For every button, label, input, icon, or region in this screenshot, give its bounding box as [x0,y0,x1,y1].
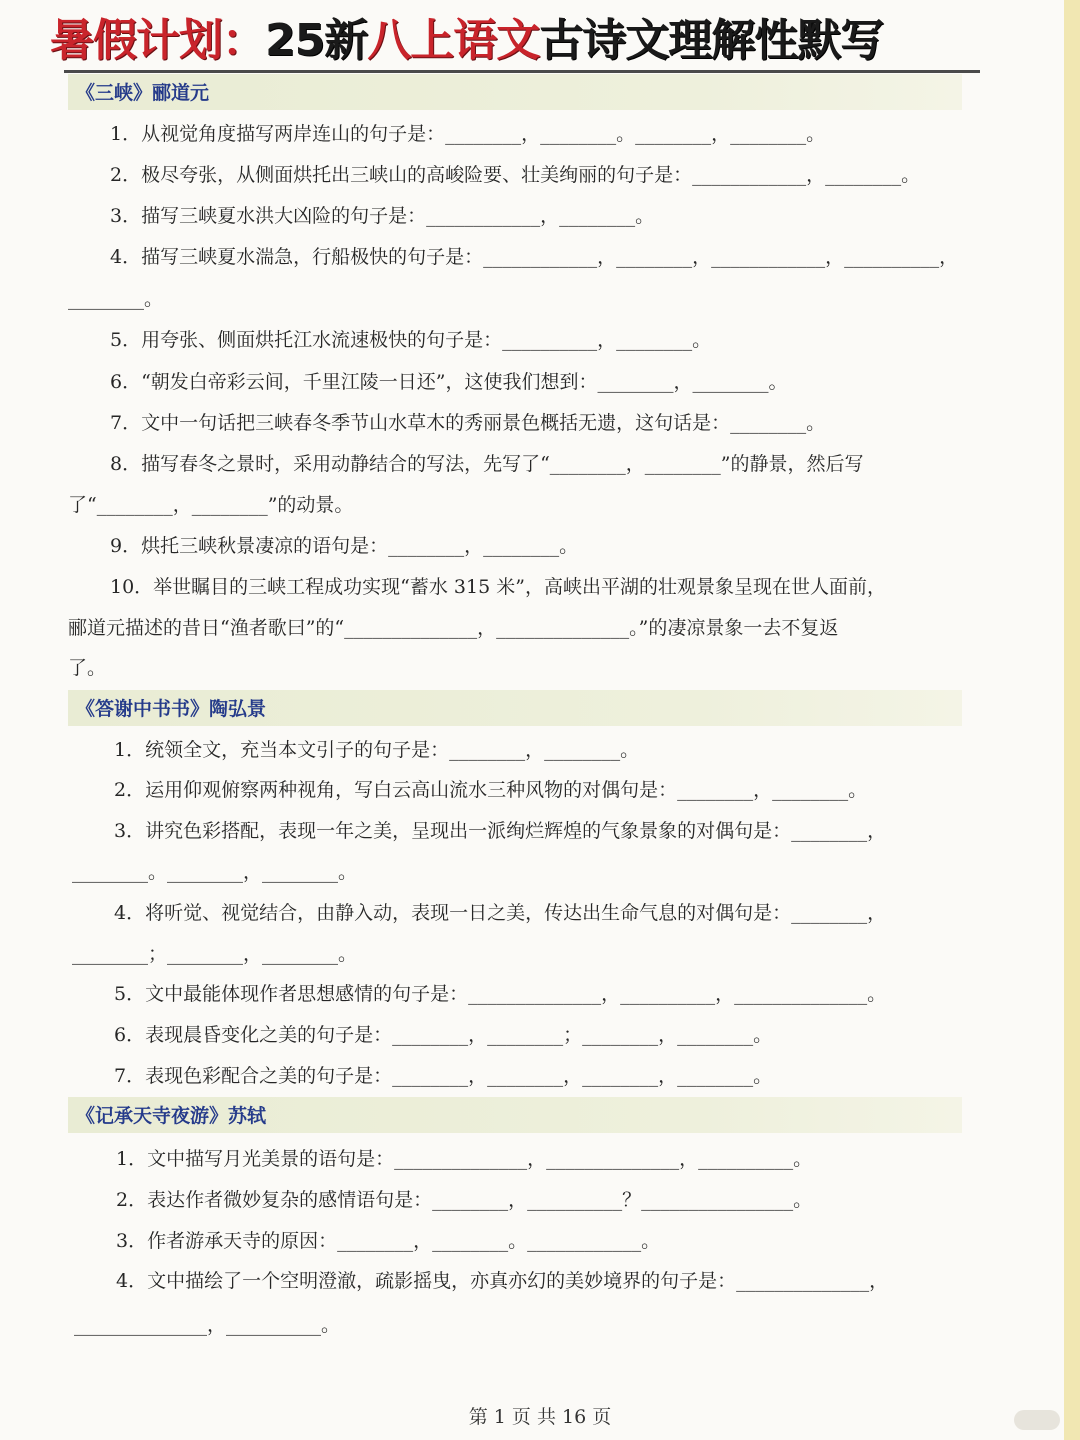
question-line: ________。________，________。 [72,861,358,883]
page-number: 第 1 页 共 16 页 [468,1406,612,1428]
question-line: 2．极尽夸张，从侧面烘托出三峡山的高峻险要、壮美绚丽的句子是：____________，________。 [110,164,921,186]
question-line: ______________，__________。 [74,1314,341,1336]
question-line: 3．描写三峡夏水洪大凶险的句子是：____________，________。 [110,205,655,227]
question-line: 5．文中最能体现作者思想感情的句子是：______________，__________，______________。 [114,983,887,1005]
question-line: 7．表现色彩配合之美的句子是：________，________，________，________。 [114,1065,773,1087]
question-line: 7．文中一句话把三峡春冬季节山水草木的秀丽景色概括无遗，这句话是：________。 [110,412,826,434]
question-line: 8．描写春冬之景时，采用动静结合的写法，先写了“________，________”的静景，然后写 [110,453,864,475]
section-heading-dxzss: 《答谢中书书》陶弘景 [68,690,962,726]
watermark-badge [1014,1410,1060,1430]
page-edge [1064,0,1080,1440]
section-heading-sanxia: 《三峡》郦道元 [68,74,962,110]
question-line: ________；________，________。 [72,943,358,965]
question-line: 4．描写三峡夏水湍急，行船极快的句子是：____________，________，____________，__________， [110,246,959,268]
question-line: 郦道元描述的昔日“渔者歌曰”的“______________，______________。”的凄凉景象一去不复返 [68,617,839,639]
question-line: 6．“朝发白帝彩云间，千里江陵一日还”，这使我们想到：________，________。 [110,371,788,393]
question-line: ________。 [68,288,164,310]
question-line: 4．文中描绘了一个空明澄澈，疏影摇曳，亦真亦幻的美妙境界的句子是：______________， [116,1270,889,1292]
question-line: 6．表现晨昏变化之美的句子是：________，________；________，________。 [114,1024,773,1046]
title-part-black2: 古诗文理解性默写 [539,15,884,66]
page-title [50,10,990,72]
question-line: 4．将听觉、视觉结合，由静入动，表现一日之美，传达出生命气息的对偶句是：________， [114,902,887,924]
title-part-red1: 暑假计划： [50,15,265,66]
question-line: 了“________，________”的动景。 [68,494,354,516]
section-heading-jctsyy: 《记承天寺夜游》苏轼 [68,1097,962,1133]
question-line: 2．运用仰观俯察两种视角，写白云高山流水三种风物的对偶句是：________，________。 [114,779,868,801]
question-line: 5．用夸张、侧面烘托江水流速极快的句子是：__________，________。 [110,329,712,351]
question-line: 了。 [68,657,107,679]
question-line: 3．作者游承天寺的原因：________，________。____________。 [116,1230,661,1252]
question-line: 1．文中描写月光美景的语句是：______________，______________，__________。 [116,1148,813,1170]
title-part-red2: 八上语文 [367,15,540,66]
question-line: 1．从视觉角度描写两岸连山的句子是：________，________。________，________。 [110,123,826,145]
question-line: 2．表达作者微妙复杂的感情语句是：________，__________？________________。 [116,1189,813,1211]
question-line: 3．讲究色彩搭配，表现一年之美，呈现出一派绚烂辉煌的气象景象的对偶句是：________， [114,820,887,842]
title-underline [64,70,980,73]
question-line: 1．统领全文，充当本文引子的句子是：________，________。 [114,739,640,761]
question-line: 10．举世瞩目的三峡工程成功实现“蓄水 315 米”，高峡出平湖的壮观景象呈现在世人面前， [110,576,886,598]
question-line: 9．烘托三峡秋景凄凉的语句是：________，________。 [110,535,579,557]
title-part-black1: 25新 [265,15,368,66]
